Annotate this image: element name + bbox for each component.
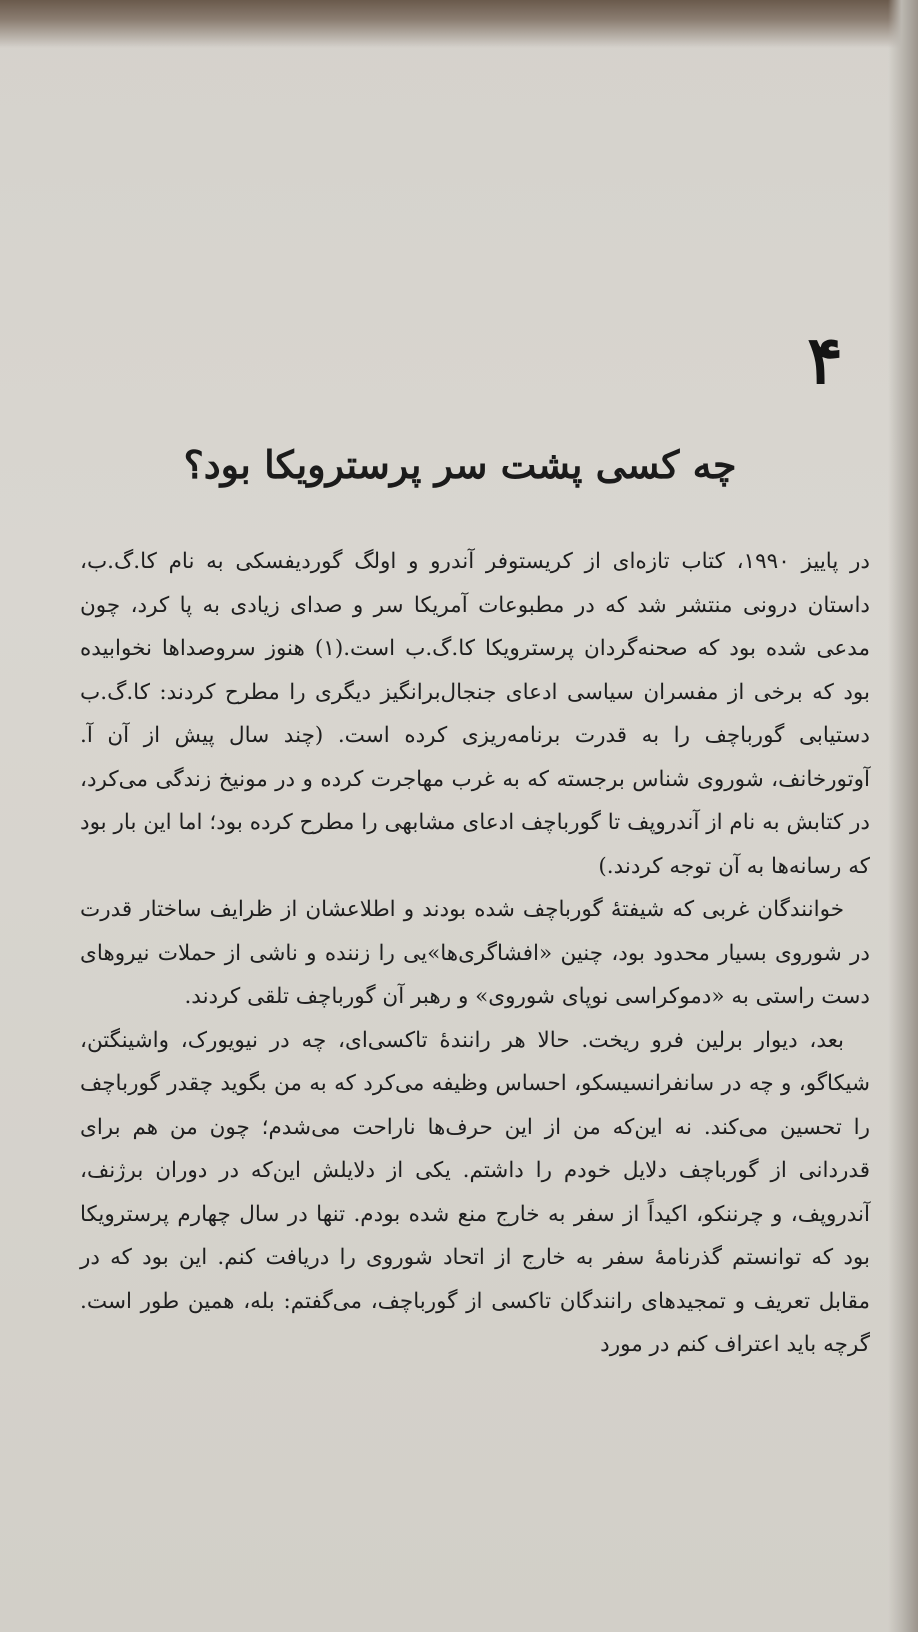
paragraph-2: خوانندگان غربی که شیفتهٔ گورباچف شده بودند و اطلاعشان از ظرایف ساختار قدرت در شوروی بسیار محدود بود، چنین «افشاگری‌ها»یی را زننده و ناشی از حملات نیروهای دست راستی به «دموکراسی نوپای شوروی» و رهبر آن گورباچف تلقی کردند. bbox=[80, 897, 870, 1009]
chapter-number: ۴ bbox=[807, 321, 843, 399]
paragraph-3: بعد، دیوار برلین فرو ریخت. حالا هر رانندهٔ تاکسی‌ای، چه در نیویورک، واشینگتن، شیکاگو، و چه در سانفرانسیسکو، احساس وظیفه می‌کرد که به من بگوید چقدر گورباچف را تحسین می‌کند. نه این‌که من از این حرف‌ها ناراحت می‌شدم؛ چون من هم برای قدردانی از گورباچف دلایل خودم را داشتم. یکی از دلایلش این‌که در دوران برژنف، آندروپف، و چرننکو، اکیداً از سفر به خارج منع شده بودم. تنها در سال چهارم پرسترویکا بود که توانستم گذرنامهٔ سفر به خارج از اتحاد شوروی را دریافت کنم. این بود که در مقابل تعریف و تمجیدهای رانندگان تاکسی از گورباچف، می‌گفتم: بله، همین طور است. گرچه باید اعتراف کنم در مورد bbox=[80, 1027, 870, 1357]
chapter-title: چه کسی پشت سر پرسترویکا بود؟ bbox=[183, 442, 737, 487]
book-spine-shadow bbox=[888, 0, 918, 1632]
page-top-shadow bbox=[0, 0, 918, 48]
paragraph-1: در پاییز ۱۹۹۰، کتاب تازه‌ای از کریستوفر آندرو و اولگ گوردیفسکی به نام کا.گ.ب، داستان درونی منتشر شد که در مطبوعات آمریکا سر و صدای زیادی به پا کرد، چون مدعی شده بود که صحنه‌گردان پرسترویکا کا.گ.ب است.(۱) هنوز سروصداها نخوابیده بود که برخی از مفسران سیاسی ادعای جنجال‌برانگیز دیگری را مطرح کردند: کا.گ.ب دستیابی گورباچف را به قدرت برنامه‌ریزی کرده است. (چند سال پیش از آن آ. آوتورخانف، شوروی شناس برجسته که به غرب مهاجرت کرده و در مونیخ زندگی می‌کرد، در کتابش به نام از آندروپف تا گورباچف ادعای مشابهی را مطرح کرده بود؛ اما این بار بود که رسانه‌ها به آن توجه کردند.) bbox=[80, 549, 871, 879]
chapter-body bbox=[80, 540, 870, 1560]
